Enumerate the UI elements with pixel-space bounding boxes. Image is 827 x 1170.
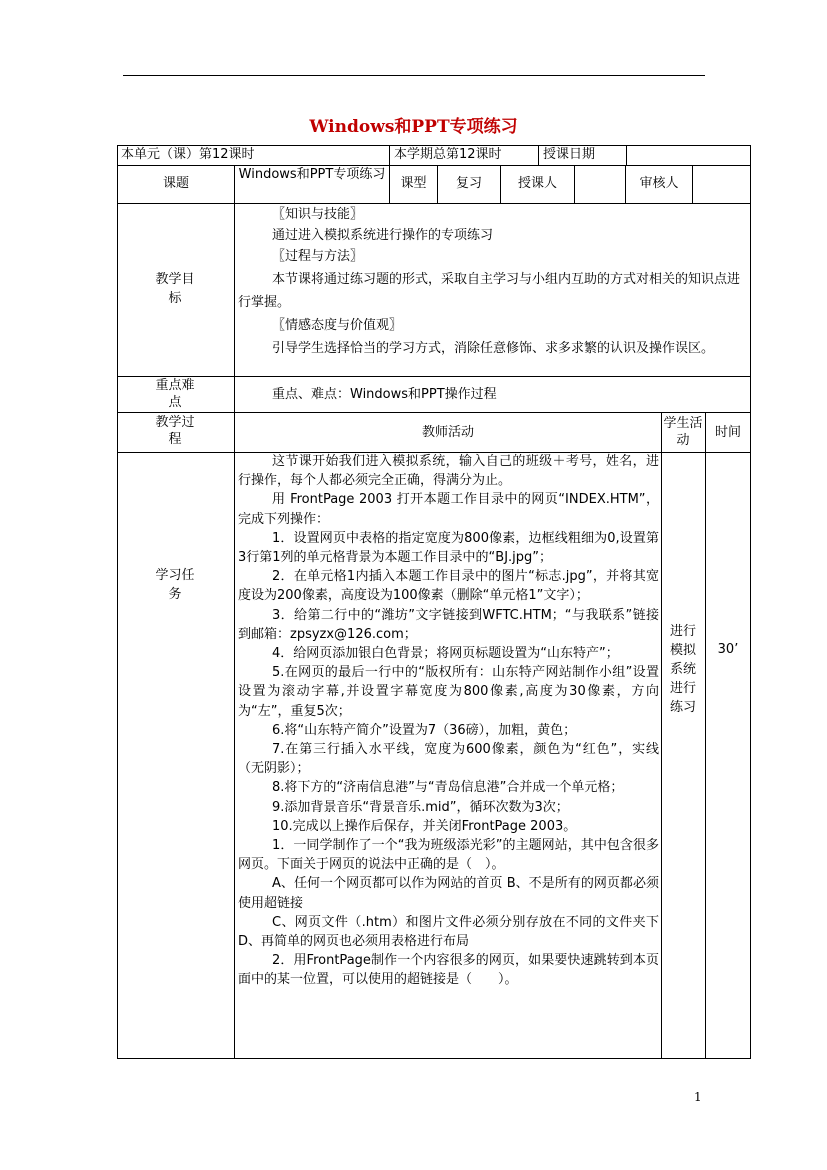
goal-text-process: 本节课将通过练习题的形式，采取自主学习与小组内互助的方式对相关的知识点进行掌握。 xyxy=(238,272,741,310)
task-paragraph: 3．给第二行中的“潍坊”文字链接到WFTC.HTM；“与我联系”链接到邮箱：zpsyzx@126.com； xyxy=(238,607,659,642)
process-label: 教学过程 xyxy=(155,415,195,447)
question-paragraph: A、任何一个网页都可以作为网站的首页 B、不是所有的网页都必须使用超链接 xyxy=(238,876,659,911)
teacher-label: 授课人 xyxy=(517,176,557,191)
header-rule xyxy=(123,75,705,76)
goal-heading-attitude: 〖情感态度与价值观〗 xyxy=(272,318,403,333)
reviewer-label: 审核人 xyxy=(639,176,679,191)
date-label: 授课日期 xyxy=(543,147,596,162)
question-paragraph: 1．一同学制作了一个“我为班级添光彩”的主题网站，其中包含很多网页。下面关于网页的说法中正确的是（ ）。 xyxy=(238,838,659,873)
goals-content xyxy=(238,205,744,360)
goal-heading-knowledge: 〖知识与技能〗 xyxy=(272,207,364,222)
task-paragraph: 8.将下方的“济南信息港”与“青岛信息港”合并成一个单元格； xyxy=(272,780,624,796)
document-title: Windows和PPT专项练习 xyxy=(309,117,518,137)
teacher-activity-header: 教师活动 xyxy=(421,425,474,440)
goal-heading-process: 〖过程与方法〗 xyxy=(272,249,364,264)
topic-label: 课题 xyxy=(162,176,189,191)
goal-text-knowledge: 通过进入模拟系统进行操作的专项练习 xyxy=(272,228,494,243)
task-paragraph: 6.将“山东特产简介”设置为7（36磅），加粗，黄色； xyxy=(272,722,577,738)
task-paragraph: 10.完成以上操作后保存，并关闭FrontPage 2003。 xyxy=(272,818,577,834)
task-paragraph: 7.在第三行插入水平线，宽度为600像素，颜色为“红色”，实线（无阴影）； xyxy=(238,742,659,777)
goal-text-attitude: 引导学生选择恰当的学习方式，消除任意修饰、求多求繁的认识及操作误区。 xyxy=(272,341,715,356)
page-number: 1 xyxy=(694,1090,702,1104)
task-paragraph: 用 FrontPage 2003 打开本题工作目录中的网页“INDEX.HTM”，完成下列操作： xyxy=(238,492,659,527)
key-points-label: 重点难点 xyxy=(155,378,195,410)
question-paragraph: C、网页文件（.htm）和图片文件必须分别存放在不同的文件夹下 D、再简单的网页也必须用表格进行布局 xyxy=(238,914,659,950)
type-label: 课型 xyxy=(400,176,427,191)
student-activity-header: 学生活动 xyxy=(663,416,703,448)
task-paragraph: 9.添加背景音乐“背景音乐.mid”，循环次数为3次； xyxy=(272,799,569,815)
task-student-activity: 进行模拟系统进行练习 xyxy=(669,624,696,715)
key-points-text: 重点、难点：Windows和PPT操作过程 xyxy=(272,387,497,402)
term-lesson-cell: 本学期总第12课时 xyxy=(394,147,502,162)
type-value: 复习 xyxy=(455,176,482,191)
task-time: 30’ xyxy=(717,642,739,657)
goals-label: 教学目标 xyxy=(155,272,195,306)
task-label: 学习任务 xyxy=(155,568,195,602)
date-value xyxy=(630,146,748,164)
task-paragraph: 4．给网页添加银白色背景；将网页标题设置为“山东特产”； xyxy=(272,646,619,662)
task-paragraph: 这节课开始我们进入模拟系统，输入自己的班级＋考号，姓名，进行操作，每个人都必须完全正确，得满分为止。 xyxy=(238,454,659,489)
task-paragraph: 1．设置网页中表格的指定宽度为800像素，边框线粗细为0,设置第3行第1列的单元格背景为本题工作目录中的“BJ.jpg”； xyxy=(238,530,659,566)
topic-value: Windows和PPT专项练习 xyxy=(238,167,386,182)
task-paragraph: 5.在网页的最后一行中的“版权所有：山东特产网站制作小组”设置设置为滚动字幕,并设置字幕宽度为800像素,高度为30像素，方向为“左”，重复5次； xyxy=(238,665,659,719)
unit-lesson-cell: 本单元（课）第12课时 xyxy=(121,147,255,162)
question-paragraph: 2．用FrontPage制作一个内容很多的网页，如果要快速跳转到本页面中的某一位置，可以使用的超链接是（ ）。 xyxy=(238,953,659,988)
task-paragraph: 2．在单元格1内插入本题工作目录中的图片“标志.jpg”，并将其宽度设为200像素，高度设为100像素（删除“单元格1”文字）； xyxy=(238,569,659,604)
task-content xyxy=(238,452,659,990)
time-header: 时间 xyxy=(714,425,741,440)
